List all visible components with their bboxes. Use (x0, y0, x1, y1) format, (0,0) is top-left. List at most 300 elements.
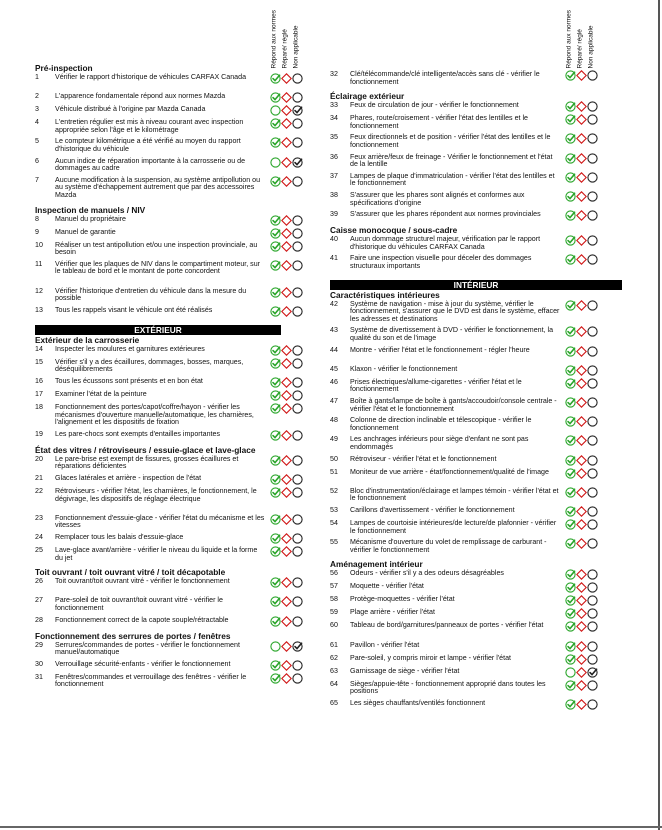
item-number: 9 (35, 227, 39, 236)
page-border-right (658, 0, 660, 830)
ok-check-icon[interactable] (565, 699, 576, 710)
repaired-diamond-icon[interactable] (281, 403, 292, 414)
item-text: Lave-glace avant/arrière - vérifier le niveau du liquide et la forme du jet (55, 546, 258, 562)
item-text: Feux de circulation de jour - vérifier le fonctionnement (350, 101, 519, 110)
status-icons (565, 654, 605, 664)
item-text: Remplacer tous les balais d'essuie-glace (55, 533, 184, 541)
status-icons (270, 118, 310, 128)
not-applicable-circle-icon[interactable] (292, 118, 303, 129)
not-applicable-circle-icon[interactable] (587, 569, 598, 580)
not-applicable-circle-icon[interactable] (587, 680, 598, 691)
not-applicable-circle-icon[interactable] (587, 210, 598, 221)
ok-check-icon[interactable] (565, 654, 576, 665)
repaired-diamond-icon[interactable] (281, 358, 292, 369)
repaired-diamond-icon[interactable] (281, 157, 292, 168)
repaired-diamond-icon[interactable] (576, 172, 587, 183)
status-icons (565, 595, 605, 605)
item-text: Les pare-chocs sont exempts d'entailles importantes (55, 429, 220, 438)
ok-check-icon[interactable] (270, 377, 281, 388)
item-number: 44 (330, 345, 338, 354)
not-applicable-circle-icon[interactable] (587, 70, 598, 81)
ok-check-icon[interactable] (565, 235, 576, 246)
item-text: Vérifier l'historique d'entretien du véhicule dans la mesure du possible (55, 286, 247, 303)
not-applicable-circle-icon[interactable] (587, 416, 598, 427)
repaired-diamond-icon[interactable] (281, 673, 292, 684)
repaired-diamond-icon[interactable] (576, 235, 587, 246)
not-applicable-circle-icon[interactable] (587, 346, 598, 357)
status-icons (565, 608, 605, 618)
ok-check-icon[interactable] (270, 260, 281, 271)
item-text: Bloc d'instrumentation/éclairage et lampes témoin - vérifier l'état et le fonctionnement (350, 486, 559, 503)
repaired-diamond-icon[interactable] (576, 595, 587, 606)
repaired-diamond-icon[interactable] (576, 641, 587, 652)
item-number: 60 (330, 621, 338, 630)
ok-check-icon[interactable] (270, 430, 281, 441)
ok-check-icon[interactable] (270, 577, 281, 588)
not-applicable-circle-icon[interactable] (292, 137, 303, 148)
repaired-diamond-icon[interactable] (576, 487, 587, 498)
ok-check-icon[interactable] (270, 403, 281, 414)
ok-check-icon[interactable] (565, 608, 576, 619)
repaired-diamond-icon[interactable] (281, 487, 292, 498)
status-icons (565, 300, 605, 310)
ok-check-icon[interactable] (270, 287, 281, 298)
ok-check-icon[interactable] (565, 300, 576, 311)
item-number: 64 (330, 679, 338, 688)
not-applicable-circle-icon[interactable] (587, 435, 598, 446)
repaired-diamond-icon[interactable] (576, 365, 587, 376)
repaired-diamond-icon[interactable] (281, 306, 292, 317)
ok-check-icon[interactable] (270, 306, 281, 317)
ok-check-icon[interactable] (565, 582, 576, 593)
ok-check-icon[interactable] (565, 468, 576, 479)
status-icons (270, 403, 310, 413)
repaired-diamond-icon[interactable] (576, 133, 587, 144)
not-applicable-check-icon[interactable] (587, 667, 598, 678)
item-number: 61 (330, 640, 338, 649)
ok-check-icon[interactable] (270, 215, 281, 226)
ok-check-icon[interactable] (565, 397, 576, 408)
item-number: 48 (330, 416, 338, 425)
ok-check-icon[interactable] (565, 114, 576, 125)
ok-check-icon[interactable] (270, 73, 281, 84)
not-applicable-circle-icon[interactable] (292, 215, 303, 226)
repaired-diamond-icon[interactable] (576, 210, 587, 221)
item-text: Phares, route/croisement - vérifier l'état des lentilles et le fonctionnement (350, 114, 528, 130)
repaired-diamond-icon[interactable] (576, 468, 587, 479)
item-text: Vérifier le rapport d'historique de véhicules CARFAX Canada (55, 73, 247, 81)
section-title: Inspection de manuels / NIV (35, 204, 146, 215)
item-number: 27 (35, 596, 43, 605)
item-text: Feux directionnels et de position - vérifier l'état des lentilles et le fonctionnement (350, 133, 551, 149)
not-applicable-circle-icon[interactable] (292, 306, 303, 317)
item-text: Faire une inspection visuelle pour déceler des dommages structuraux importants (350, 254, 532, 270)
repaired-diamond-icon[interactable] (576, 667, 587, 678)
repaired-diamond-icon[interactable] (281, 546, 292, 557)
repaired-diamond-icon[interactable] (281, 596, 292, 607)
item-text: Moquette - vérifier l'état (350, 582, 424, 591)
not-applicable-circle-icon[interactable] (292, 546, 303, 557)
ok-check-icon[interactable] (565, 70, 576, 81)
item-text: Pavillon - vérifier l'état (350, 640, 420, 649)
repaired-diamond-icon[interactable] (576, 519, 587, 530)
item-number: 25 (35, 546, 43, 554)
section-title: Pré-inspection (35, 63, 93, 73)
not-applicable-circle-icon[interactable] (587, 654, 598, 665)
item-number: 4 (35, 118, 39, 127)
item-text: Serrures/commandes de portes - vérifier le fonctionnement manuel/automatique (55, 640, 240, 657)
item-number: 54 (330, 519, 338, 527)
ok-check-icon[interactable] (565, 153, 576, 164)
ok-check-icon[interactable] (565, 365, 576, 376)
ok-check-icon[interactable] (565, 519, 576, 530)
not-applicable-circle-icon[interactable] (587, 191, 598, 202)
repaired-diamond-icon[interactable] (576, 538, 587, 549)
repaired-diamond-icon[interactable] (281, 345, 292, 356)
repaired-diamond-icon[interactable] (281, 105, 292, 116)
item-number: 2 (35, 92, 39, 101)
not-applicable-circle-icon[interactable] (292, 430, 303, 441)
not-applicable-circle-icon[interactable] (292, 73, 303, 84)
repaired-diamond-icon[interactable] (576, 435, 587, 446)
not-applicable-circle-icon[interactable] (292, 487, 303, 498)
meets-standards-circle-icon[interactable] (565, 667, 576, 678)
ok-check-icon[interactable] (565, 191, 576, 202)
not-applicable-circle-icon[interactable] (292, 345, 303, 356)
status-icons (565, 680, 605, 690)
status-icons (565, 435, 605, 445)
repaired-diamond-icon[interactable] (281, 577, 292, 588)
not-applicable-circle-icon[interactable] (587, 326, 598, 337)
not-applicable-circle-icon[interactable] (292, 514, 303, 525)
not-applicable-circle-icon[interactable] (292, 616, 303, 627)
item-number: 18 (35, 403, 43, 411)
not-applicable-circle-icon[interactable] (292, 474, 303, 485)
status-icons (565, 397, 605, 407)
repaired-diamond-icon[interactable] (281, 514, 292, 525)
item-number: 6 (35, 156, 39, 165)
item-text: Boîte à gants/lampe de boîte à gants/accoudoir/console centrale - vérifier l'état et le fonctionnement (350, 397, 557, 413)
repaired-diamond-icon[interactable] (281, 137, 292, 148)
repaired-diamond-icon[interactable] (576, 416, 587, 427)
not-applicable-circle-icon[interactable] (292, 377, 303, 388)
section-bar-intérieur: INTÉRIEUR (330, 280, 622, 290)
repaired-diamond-icon[interactable] (281, 260, 292, 271)
not-applicable-check-icon[interactable] (292, 641, 303, 652)
not-applicable-circle-icon[interactable] (587, 378, 598, 389)
not-applicable-circle-icon[interactable] (292, 260, 303, 271)
not-applicable-circle-icon[interactable] (292, 673, 303, 684)
ok-check-icon[interactable] (565, 133, 576, 144)
repaired-diamond-icon[interactable] (576, 101, 587, 112)
ok-check-icon[interactable] (565, 595, 576, 606)
repaired-diamond-icon[interactable] (576, 569, 587, 580)
repaired-diamond-icon[interactable] (281, 533, 292, 544)
repaired-diamond-icon[interactable] (281, 474, 292, 485)
ok-check-icon[interactable] (565, 569, 576, 580)
repaired-diamond-icon[interactable] (576, 455, 587, 466)
not-applicable-circle-icon[interactable] (587, 699, 598, 710)
status-icons (270, 377, 310, 387)
section-title: Fonctionnement des serrures de portes / fenêtres (35, 630, 231, 641)
status-icons (270, 157, 310, 167)
ok-check-icon[interactable] (270, 358, 281, 369)
item-number: 3 (35, 105, 39, 114)
status-icons (565, 667, 605, 677)
item-number: 51 (330, 467, 338, 476)
item-number: 55 (330, 538, 338, 547)
not-applicable-circle-icon[interactable] (587, 468, 598, 479)
item-text: Plage arrière - vérifier l'état (350, 608, 435, 617)
ok-check-icon[interactable] (270, 514, 281, 525)
not-applicable-circle-icon[interactable] (292, 228, 303, 239)
repaired-diamond-icon[interactable] (281, 92, 292, 103)
status-icons (565, 487, 605, 497)
status-icons (270, 241, 310, 251)
not-applicable-circle-icon[interactable] (587, 153, 598, 164)
ok-check-icon[interactable] (270, 176, 281, 187)
meets-standards-circle-icon[interactable] (270, 641, 281, 652)
not-applicable-circle-icon[interactable] (587, 254, 598, 265)
repaired-diamond-icon[interactable] (576, 680, 587, 691)
repaired-diamond-icon[interactable] (576, 582, 587, 593)
item-number: 52 (330, 486, 338, 495)
repaired-diamond-icon[interactable] (281, 390, 292, 401)
ok-check-icon[interactable] (565, 680, 576, 691)
ok-check-icon[interactable] (270, 390, 281, 401)
item-text: Pare-soleil de toit ouvrant/toit ouvrant vitré - vérifier le fonctionnement (55, 596, 223, 612)
item-text: Fonctionnement d'essuie-glace - vérifier l'état du mécanisme et les vitesses (55, 513, 265, 530)
not-applicable-circle-icon[interactable] (292, 358, 303, 369)
item-number: 49 (330, 435, 338, 444)
ok-check-icon[interactable] (565, 346, 576, 357)
ok-check-icon[interactable] (270, 546, 281, 557)
item-number: 15 (35, 357, 43, 366)
not-applicable-check-icon[interactable] (292, 157, 303, 168)
not-applicable-circle-icon[interactable] (587, 538, 598, 549)
item-text: Rétroviseur - vérifier l'état et le fonctionnement (350, 454, 497, 463)
ok-check-icon[interactable] (270, 118, 281, 129)
section-title: Aménagement intérieur (330, 559, 423, 570)
item-number: 24 (35, 533, 43, 541)
item-number: 37 (330, 171, 338, 180)
not-applicable-circle-icon[interactable] (292, 287, 303, 298)
item-number: 62 (330, 653, 338, 662)
not-applicable-circle-icon[interactable] (587, 235, 598, 246)
ok-check-icon[interactable] (270, 533, 281, 544)
item-number: 40 (330, 235, 338, 244)
ok-check-icon[interactable] (270, 474, 281, 485)
item-number: 47 (330, 397, 338, 405)
not-applicable-circle-icon[interactable] (587, 365, 598, 376)
ok-check-icon[interactable] (270, 228, 281, 239)
status-icons (270, 577, 310, 587)
ok-check-icon[interactable] (565, 101, 576, 112)
not-applicable-circle-icon[interactable] (292, 596, 303, 607)
status-icons (270, 215, 310, 225)
not-applicable-circle-icon[interactable] (292, 660, 303, 671)
repaired-diamond-icon[interactable] (576, 699, 587, 710)
ok-check-icon[interactable] (565, 621, 576, 632)
ok-check-icon[interactable] (270, 596, 281, 607)
repaired-diamond-icon[interactable] (281, 660, 292, 671)
not-applicable-circle-icon[interactable] (292, 577, 303, 588)
repaired-diamond-icon[interactable] (576, 300, 587, 311)
item-text: Clé/télécommande/clé intelligente/accès sans clé - vérifier le fonctionnement (350, 70, 540, 86)
item-text: Le compteur kilométrique a été vérifié au moyen du rapport d'historique du véhicule (55, 137, 241, 153)
item-text: Les sièges chauffants/ventilés fonctionnent (350, 698, 486, 707)
ok-check-icon[interactable] (565, 416, 576, 427)
ok-check-icon[interactable] (565, 487, 576, 498)
item-text: Tableau de bord/garnitures/panneaux de portes - vérifier l'état (350, 621, 544, 630)
repaired-diamond-icon[interactable] (576, 114, 587, 125)
repaired-diamond-icon[interactable] (281, 176, 292, 187)
not-applicable-circle-icon[interactable] (587, 101, 598, 112)
repaired-diamond-icon[interactable] (281, 377, 292, 388)
status-icons (270, 660, 310, 670)
repaired-diamond-icon[interactable] (576, 346, 587, 357)
status-icons (270, 616, 310, 626)
item-number: 65 (330, 698, 338, 707)
repaired-diamond-icon[interactable] (576, 397, 587, 408)
repaired-diamond-icon[interactable] (281, 73, 292, 84)
ok-check-icon[interactable] (565, 435, 576, 446)
not-applicable-check-icon[interactable] (292, 105, 303, 116)
item-number: 38 (330, 191, 338, 199)
meets-standards-circle-icon[interactable] (270, 157, 281, 168)
item-text: Glaces latérales et arrière - inspection de l'état (55, 474, 202, 482)
ok-check-icon[interactable] (270, 673, 281, 684)
status-icons (565, 455, 605, 465)
not-applicable-circle-icon[interactable] (587, 397, 598, 408)
not-applicable-circle-icon[interactable] (587, 455, 598, 466)
item-text: Aucun dommage structurel majeur, vérification par le rapport d'historique du véhicules CARFAX Canada (350, 235, 541, 251)
status-icons (565, 621, 605, 631)
not-applicable-circle-icon[interactable] (587, 582, 598, 593)
not-applicable-circle-icon[interactable] (587, 519, 598, 530)
ok-check-icon[interactable] (270, 616, 281, 627)
ok-check-icon[interactable] (270, 92, 281, 103)
repaired-diamond-icon[interactable] (576, 191, 587, 202)
repaired-diamond-icon[interactable] (576, 378, 587, 389)
ok-check-icon[interactable] (565, 506, 576, 517)
status-icons (270, 514, 310, 524)
column-header-label: Non applicable (587, 24, 595, 68)
not-applicable-circle-icon[interactable] (292, 390, 303, 401)
repaired-diamond-icon[interactable] (576, 254, 587, 265)
ok-check-icon[interactable] (565, 210, 576, 221)
not-applicable-circle-icon[interactable] (587, 608, 598, 619)
status-icons (270, 390, 310, 400)
ok-check-icon[interactable] (270, 137, 281, 148)
item-number: 57 (330, 582, 338, 591)
repaired-diamond-icon[interactable] (576, 506, 587, 517)
ok-check-icon[interactable] (565, 378, 576, 389)
not-applicable-circle-icon[interactable] (292, 403, 303, 414)
repaired-diamond-icon[interactable] (281, 228, 292, 239)
not-applicable-circle-icon[interactable] (292, 92, 303, 103)
not-applicable-circle-icon[interactable] (587, 133, 598, 144)
not-applicable-circle-icon[interactable] (292, 455, 303, 466)
repaired-diamond-icon[interactable] (576, 70, 587, 81)
not-applicable-circle-icon[interactable] (587, 595, 598, 606)
ok-check-icon[interactable] (565, 455, 576, 466)
status-icons (565, 378, 605, 388)
status-icons (270, 673, 310, 683)
ok-check-icon[interactable] (270, 455, 281, 466)
ok-check-icon[interactable] (565, 326, 576, 337)
repaired-diamond-icon[interactable] (281, 287, 292, 298)
not-applicable-circle-icon[interactable] (587, 114, 598, 125)
repaired-diamond-icon[interactable] (576, 326, 587, 337)
item-number: 39 (330, 210, 338, 219)
item-text: Système de divertissement à DVD - vérifier le fonctionnement, la qualité du son et de l'image (350, 326, 554, 342)
column-headers (565, 9, 625, 68)
not-applicable-circle-icon[interactable] (587, 487, 598, 498)
item-number: 36 (330, 152, 338, 161)
not-applicable-circle-icon[interactable] (587, 641, 598, 652)
not-applicable-circle-icon[interactable] (292, 176, 303, 187)
repaired-diamond-icon[interactable] (576, 153, 587, 164)
item-text: Montre - vérifier l'état et le fonctionnement - régler l'heure (350, 345, 530, 354)
ok-check-icon[interactable] (565, 172, 576, 183)
repaired-diamond-icon[interactable] (576, 621, 587, 632)
ok-check-icon[interactable] (270, 241, 281, 252)
not-applicable-circle-icon[interactable] (587, 621, 598, 632)
item-number: 5 (35, 137, 39, 146)
ok-check-icon[interactable] (565, 641, 576, 652)
repaired-diamond-icon[interactable] (281, 241, 292, 252)
not-applicable-circle-icon[interactable] (292, 533, 303, 544)
section-title: État des vitres / rétroviseurs / essuie-glace et lave-glace (35, 444, 256, 455)
repaired-diamond-icon[interactable] (281, 616, 292, 627)
not-applicable-circle-icon[interactable] (587, 172, 598, 183)
status-icons (270, 533, 310, 543)
repaired-diamond-icon[interactable] (281, 455, 292, 466)
status-icons (565, 416, 605, 426)
repaired-diamond-icon[interactable] (281, 430, 292, 441)
item-text: Mécanisme d'ouverture du volet de remplissage de carburant - vérifier le fonctionnement (350, 538, 547, 554)
item-number: 46 (330, 377, 338, 386)
item-number: 8 (35, 214, 39, 223)
status-icons (270, 455, 310, 465)
section-title: Extérieur de la carrosserie (35, 334, 140, 345)
status-icons (565, 346, 605, 356)
item-number: 34 (330, 114, 338, 123)
status-icons (270, 228, 310, 238)
repaired-diamond-icon[interactable] (281, 641, 292, 652)
repaired-diamond-icon[interactable] (576, 608, 587, 619)
ok-check-icon[interactable] (270, 660, 281, 671)
meets-standards-circle-icon[interactable] (270, 105, 281, 116)
not-applicable-circle-icon[interactable] (292, 241, 303, 252)
ok-check-icon[interactable] (270, 487, 281, 498)
ok-check-icon[interactable] (565, 254, 576, 265)
item-number: 30 (35, 659, 43, 668)
ok-check-icon[interactable] (270, 345, 281, 356)
repaired-diamond-icon[interactable] (576, 654, 587, 665)
item-text: Aucun indice de réparation importante à la carrosserie ou de dommages au cadre (55, 156, 246, 173)
status-icons (270, 176, 310, 186)
not-applicable-circle-icon[interactable] (587, 506, 598, 517)
item-text: Réaliser un test antipollution et/ou une inspection provinciale, au besoin (55, 240, 258, 257)
ok-check-icon[interactable] (565, 538, 576, 549)
repaired-diamond-icon[interactable] (281, 118, 292, 129)
not-applicable-circle-icon[interactable] (587, 300, 598, 311)
repaired-diamond-icon[interactable] (281, 215, 292, 226)
status-icons (270, 287, 310, 297)
status-icons (270, 345, 310, 355)
